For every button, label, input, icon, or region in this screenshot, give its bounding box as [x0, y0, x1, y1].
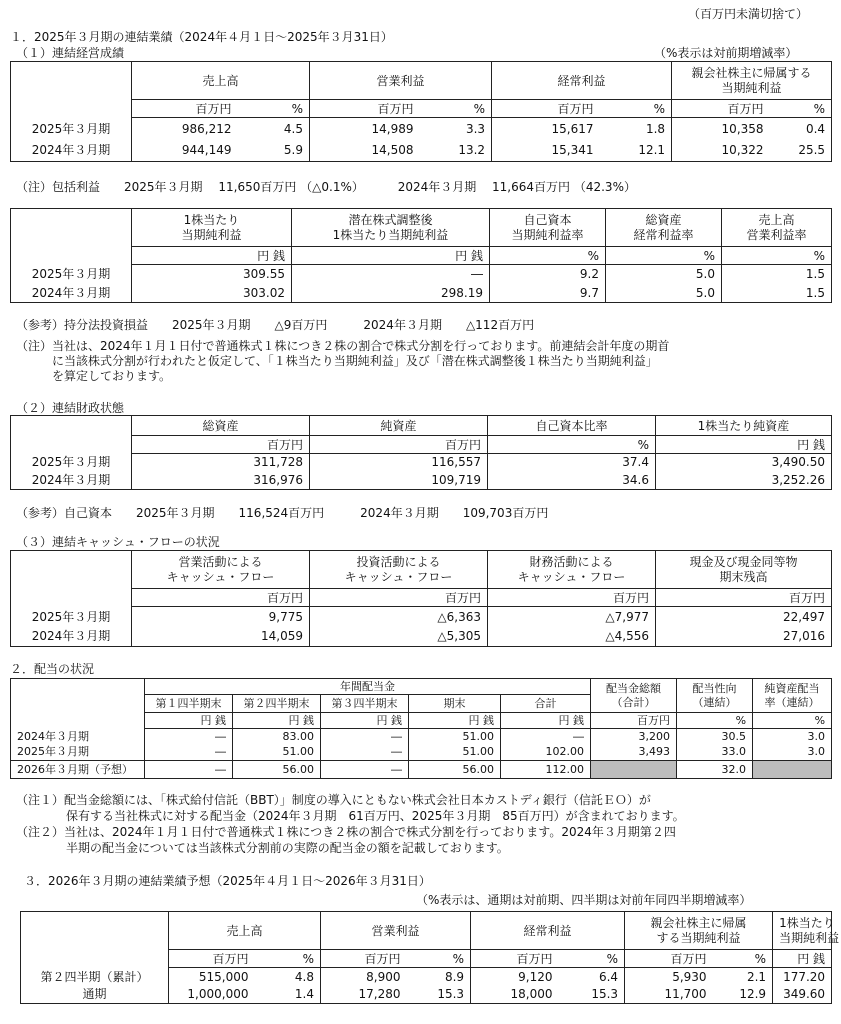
cell: 944,149	[132, 140, 238, 162]
cell: 2.1	[713, 968, 773, 986]
row-label: 2024年３月期	[11, 471, 132, 490]
split-note-line: に当該株式分割が行われたと仮定して、「１株当たり当期純利益」及び「潜在株式調整後１株当たり当期純利益」	[52, 354, 658, 368]
unit-cell: 円 銭	[292, 247, 490, 265]
cell: 8,900	[321, 968, 407, 986]
header-q2: 第２四半期末	[233, 695, 321, 713]
cell: 3.3	[420, 118, 492, 140]
cell: 5.0	[606, 284, 722, 303]
cell: △7,977	[488, 607, 656, 627]
header-net-income-line2: 当期純利益	[721, 80, 782, 95]
table-row	[11, 265, 832, 284]
cell: 30.5	[677, 729, 753, 745]
dividend-note-line: （注１）配当金総額には、「株式給付信託（BBT）」制度の導入にともない株式会社日本カストディ銀行（信託ＥＯ）が	[16, 793, 651, 807]
cell: 37.4	[488, 454, 656, 471]
cell: 6.4	[559, 968, 625, 986]
header-sales: 売上高	[132, 62, 310, 100]
header-net-income: 親会社株主に帰属 する当期純利益	[625, 912, 773, 950]
unit-cell: %	[238, 100, 310, 118]
cell: 13.2	[420, 140, 492, 162]
unit-cell: %	[770, 100, 832, 118]
table-row	[11, 761, 832, 779]
cell: 3.0	[753, 729, 832, 745]
header-total-assets: 総資産	[132, 416, 310, 436]
header-equity-ratio: 自己資本比率	[488, 416, 656, 436]
unit-row	[11, 436, 832, 454]
table-row	[11, 729, 832, 745]
cell: 3,490.50	[656, 454, 832, 471]
cell: 349.60	[773, 986, 832, 1004]
header-operating-profit: 営業利益	[310, 62, 492, 100]
unit-cell: %	[488, 436, 656, 454]
table-row	[11, 454, 832, 471]
cell: 14,989	[310, 118, 420, 140]
cell: ―	[321, 729, 409, 745]
equity-note: （参考）自己資本 2025年３月期 116,524百万円 2024年３月期 109,703百万円	[16, 506, 549, 520]
cell: △5,305	[310, 627, 488, 647]
cell: ―	[321, 745, 409, 761]
corner-cell	[11, 62, 132, 100]
section3-title: ３．2026年３月期の連結業績予想（2025年４月１日～2026年３月31日）	[24, 874, 431, 888]
cell: 12.9	[713, 986, 773, 1004]
dividends-table	[10, 678, 832, 779]
cell: 14,059	[132, 627, 310, 647]
header-eps: 1株当たり 当期純利益	[132, 209, 292, 247]
unit-cell: 百万円	[672, 100, 770, 118]
unit-cell: %	[407, 950, 471, 968]
unit-cell: 百万円	[492, 100, 600, 118]
unit-cell: 百万円	[132, 100, 238, 118]
unit-cell: %	[677, 713, 753, 729]
split-note	[16, 339, 669, 384]
table-row	[11, 118, 832, 140]
cash-flow-table	[10, 550, 832, 647]
header-doe: 純資産配当 率（連結）	[753, 679, 832, 713]
header-net-income-line1: 親会社株主に帰属する	[691, 65, 812, 80]
section1-sub3: （３）連結キャッシュ・フローの状況	[16, 535, 220, 549]
unit-cell: 円 銭	[501, 713, 591, 729]
header-operating-cf: 営業活動による キャッシュ・フロー	[132, 551, 310, 589]
cell: 11,700	[625, 986, 713, 1004]
cell: 9,120	[471, 968, 559, 986]
header-ordinary-profit: 経常利益	[492, 62, 672, 100]
cell: 986,212	[132, 118, 238, 140]
unit-row	[11, 100, 832, 118]
unit-cell: 円 銭	[409, 713, 501, 729]
cell: 3,200	[591, 729, 677, 745]
cell: 15.3	[407, 986, 471, 1004]
cell: 56.00	[409, 761, 501, 779]
table-row	[11, 607, 832, 627]
dividend-notes	[16, 792, 685, 855]
header-roa: 総資産 経常利益率	[606, 209, 722, 247]
unit-cell: 百万円	[310, 100, 420, 118]
section1-title: １．2025年３月期の連結業績（2024年４月１日～2025年３月31日）	[10, 30, 393, 44]
cell: 10,358	[672, 118, 770, 140]
cell-shaded	[591, 761, 677, 779]
cell: 3,252.26	[656, 471, 832, 490]
cell: ―	[501, 729, 591, 745]
unit-cell: 円 銭	[773, 950, 832, 968]
header-eps: 1株当たり 当期純利益	[773, 912, 832, 950]
unit-cell: 円 銭	[132, 247, 292, 265]
split-note-line: を算定しております。	[52, 369, 172, 383]
unit-cell: 百万円	[488, 589, 656, 607]
financial-position-table	[10, 415, 832, 490]
cell: 18,000	[471, 986, 559, 1004]
cell: 5,930	[625, 968, 713, 986]
cell: 34.6	[488, 471, 656, 490]
table-row	[11, 471, 832, 490]
section1-sub2: （２）連結財政状態	[16, 401, 125, 415]
unit-cell: 百万円	[169, 950, 255, 968]
cell: 33.0	[677, 745, 753, 761]
section1-sub1: （１）連結経営成績	[16, 46, 125, 60]
header-payout-ratio: 配当性向 （連結）	[677, 679, 753, 713]
cell: △6,363	[310, 607, 488, 627]
row-label: 2025年３月期	[11, 118, 132, 140]
cell: 102.00	[501, 745, 591, 761]
cell: 1.5	[722, 265, 832, 284]
header-roe: 自己資本 当期純利益率	[490, 209, 606, 247]
header-operating-margin: 売上高 営業利益率	[722, 209, 832, 247]
unit-cell: 百万円	[310, 589, 488, 607]
unit-row	[11, 247, 832, 265]
cell: 9.7	[490, 284, 606, 303]
cell: 116,557	[310, 454, 488, 471]
row-label: 2024年３月期	[11, 627, 132, 647]
header-operating-profit: 営業利益	[321, 912, 471, 950]
header-sales: 売上高	[169, 912, 321, 950]
unit-cell: 百万円	[310, 436, 488, 454]
unit-cell: 円 銭	[321, 713, 409, 729]
row-label: 2025年３月期	[11, 745, 145, 761]
cell: 15,341	[492, 140, 600, 162]
cell: 0.4	[770, 118, 832, 140]
unit-note: （百万円未満切捨て）	[688, 7, 809, 21]
header-bps: 1株当たり純資産	[656, 416, 832, 436]
forecast-table	[20, 911, 840, 1004]
cell: 51.00	[409, 729, 501, 745]
cell: ―	[292, 265, 490, 284]
split-note-line: （注）当社は、2024年１月１日付で普通株式１株につき２株の割合で株式分割を行っております。前連結会計年度の期首	[16, 339, 670, 353]
header-q1: 第１四半期末	[145, 695, 233, 713]
per-share-table	[10, 208, 832, 303]
header-cash-balance: 現金及び現金同等物 期末残高	[656, 551, 832, 589]
header-ordinary-profit: 経常利益	[471, 912, 625, 950]
cell: 316,976	[132, 471, 310, 490]
cell: 15,617	[492, 118, 600, 140]
cell: 9.2	[490, 265, 606, 284]
cell: 177.20	[773, 968, 832, 986]
header-year-end: 期末	[409, 695, 501, 713]
cell: 5.9	[238, 140, 310, 162]
unit-cell: 百万円	[132, 436, 310, 454]
cell: ―	[145, 745, 233, 761]
unit-cell: 百万円	[591, 713, 677, 729]
unit-cell: %	[420, 100, 492, 118]
header-diluted-eps: 潜在株式調整後 1株当たり当期純利益	[292, 209, 490, 247]
operating-results-table	[10, 61, 832, 162]
cell: 1.4	[255, 986, 321, 1004]
header-net-assets: 純資産	[310, 416, 488, 436]
unit-cell: %	[713, 950, 773, 968]
unit-cell: 百万円	[656, 589, 832, 607]
cell: 51.00	[233, 745, 321, 761]
cell: 5.0	[606, 265, 722, 284]
row-label: 2025年３月期	[11, 607, 132, 627]
dividend-note-line: （注２）当社は、2024年１月１日付で普通株式１株につき２株の割合で株式分割を行っております。2024年３月期第２四	[16, 825, 676, 839]
header-annual-dividends: 年間配当金	[145, 679, 591, 695]
pct-note: （%表示は対前期増減率）	[654, 46, 798, 60]
table-row	[11, 745, 832, 761]
unit-cell: 円 銭	[656, 436, 832, 454]
header-total-dividends: 配当金総額 （合計）	[591, 679, 677, 713]
unit-row	[11, 589, 832, 607]
comprehensive-income-note: （注）包括利益 2025年３月期 11,650百万円 （△0.1%） 2024年３月期 11,664百万円 （42.3%）	[16, 180, 636, 194]
table-row	[21, 986, 832, 1004]
forecast-pct-note: （%表示は、通期は対前期、四半期は対前年同四半期増減率）	[416, 893, 752, 907]
unit-cell: %	[255, 950, 321, 968]
cell: 1.8	[600, 118, 672, 140]
header-investing-cf: 投資活動による キャッシュ・フロー	[310, 551, 488, 589]
cell: 25.5	[770, 140, 832, 162]
cell: 15.3	[559, 986, 625, 1004]
unit-cell: %	[606, 247, 722, 265]
row-label: 第２四半期（累計）	[21, 968, 169, 986]
unit-cell: %	[600, 100, 672, 118]
unit-cell: %	[559, 950, 625, 968]
cell: 309.55	[132, 265, 292, 284]
cell: 9,775	[132, 607, 310, 627]
cell: ―	[145, 761, 233, 779]
unit-row	[11, 713, 832, 729]
unit-cell: 百万円	[625, 950, 713, 968]
table-row	[21, 968, 832, 986]
unit-cell: %	[753, 713, 832, 729]
cell: △4,556	[488, 627, 656, 647]
cell: 32.0	[677, 761, 753, 779]
cell: 311,728	[132, 454, 310, 471]
header-net-income	[672, 62, 832, 100]
unit-cell: 円 銭	[145, 713, 233, 729]
row-label: 2024年３月期	[11, 140, 132, 162]
cell: 4.8	[255, 968, 321, 986]
row-label: 2025年３月期	[11, 454, 132, 471]
equity-method-note: （参考）持分法投資損益 2025年３月期 △9百万円 2024年３月期 △112百万円	[16, 318, 535, 332]
cell: 22,497	[656, 607, 832, 627]
unit-cell: 百万円	[321, 950, 407, 968]
unit-row	[21, 950, 832, 968]
table-row	[11, 284, 832, 303]
cell: 112.00	[501, 761, 591, 779]
cell: 8.9	[407, 968, 471, 986]
cell: 27,016	[656, 627, 832, 647]
cell: 1.5	[722, 284, 832, 303]
cell: 298.19	[292, 284, 490, 303]
dividend-note-line: 半期の配当金については当該株式分割前の実際の配当金の額を記載しております。	[66, 841, 509, 855]
cell: 14,508	[310, 140, 420, 162]
header-financing-cf: 財務活動による キャッシュ・フロー	[488, 551, 656, 589]
cell-shaded	[753, 761, 832, 779]
header-q3: 第３四半期末	[321, 695, 409, 713]
unit-cell: 百万円	[471, 950, 559, 968]
cell: 17,280	[321, 986, 407, 1004]
dividend-note-line: 保有する当社株式に対する配当金（2024年３月期 61百万円、2025年３月期 85百万円）が含まれております。	[66, 809, 685, 823]
table-row	[11, 140, 832, 162]
unit-cell: 円 銭	[233, 713, 321, 729]
unit-cell: %	[722, 247, 832, 265]
cell: 51.00	[409, 745, 501, 761]
row-label: 通期	[21, 986, 169, 1004]
cell: 3.0	[753, 745, 832, 761]
table-row	[11, 627, 832, 647]
cell: 303.02	[132, 284, 292, 303]
unit-cell: %	[490, 247, 606, 265]
row-label: 2024年３月期	[11, 284, 132, 303]
cell: 56.00	[233, 761, 321, 779]
row-label: 2025年３月期	[11, 265, 132, 284]
cell: 3,493	[591, 745, 677, 761]
section2-title: ２．配当の状況	[10, 662, 95, 676]
cell: 1,000,000	[169, 986, 255, 1004]
cell: 515,000	[169, 968, 255, 986]
cell: 4.5	[238, 118, 310, 140]
cell: 12.1	[600, 140, 672, 162]
row-label: 2026年３月期（予想）	[11, 761, 145, 779]
row-label: 2024年３月期	[11, 729, 145, 745]
cell: 83.00	[233, 729, 321, 745]
cell: 10,322	[672, 140, 770, 162]
unit-cell: 百万円	[132, 589, 310, 607]
cell: ―	[145, 729, 233, 745]
header-total: 合計	[501, 695, 591, 713]
cell: 109,719	[310, 471, 488, 490]
cell: ―	[321, 761, 409, 779]
